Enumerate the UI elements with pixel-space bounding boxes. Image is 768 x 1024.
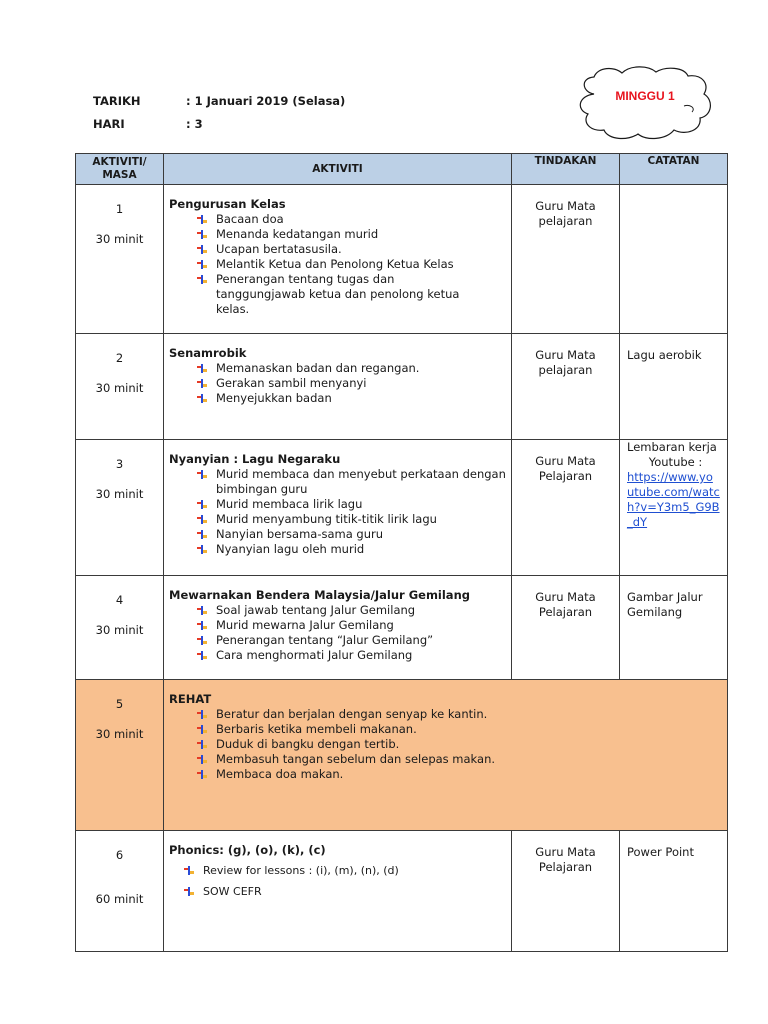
- table-header-row: [76, 154, 728, 185]
- action-text: Guru Mata: [535, 199, 596, 213]
- notes-youtube-label: Youtube :: [648, 455, 703, 469]
- list-item: Menanda kedatangan murid: [196, 227, 507, 242]
- list-item: Review for lessons : (i), (m), (n), (d): [183, 863, 507, 878]
- row-time: 30 minit: [95, 487, 144, 501]
- table-row-rest: [76, 680, 728, 831]
- day-value: : 3: [186, 117, 203, 131]
- row-number: 3: [115, 457, 124, 471]
- activity-title: Senamrobik: [169, 346, 247, 360]
- action-text: Guru Mata: [535, 590, 596, 604]
- table-row: [76, 440, 728, 576]
- action-text: pelajaran: [538, 214, 593, 228]
- list-item: Menyejukkan badan: [196, 391, 507, 406]
- row-number: 6: [115, 848, 124, 862]
- cloud-badge: [574, 64, 716, 144]
- header-activity-time: AKTIVITI/ MASA: [76, 154, 164, 185]
- notes-cell: Lagu aerobik: [620, 334, 728, 440]
- action-text: Guru Mata: [535, 348, 596, 362]
- list-item: Duduk di bangku dengan tertib.: [196, 737, 723, 752]
- row-number: 4: [115, 593, 124, 607]
- list-item: Membasuh tangan sebelum dan selepas makan.: [196, 752, 723, 767]
- list-item: Murid membaca lirik lagu: [196, 497, 507, 512]
- list-item: Murid menyambung titik-titik lirik lagu: [196, 512, 507, 527]
- week-badge: MINGGU 1: [615, 89, 675, 103]
- list-item: Soal jawab tentang Jalur Gemilang: [196, 603, 507, 618]
- day-label: HARI: [93, 117, 125, 131]
- list-item: Beratur dan berjalan dengan senyap ke kantin.: [196, 707, 723, 722]
- list-item: Murid mewarna Jalur Gemilang: [196, 618, 507, 633]
- list-item: Bacaan doa: [196, 212, 507, 227]
- list-item: Memanaskan badan dan regangan.: [196, 361, 507, 376]
- activity-title: REHAT: [169, 692, 212, 706]
- row-number: 2: [115, 351, 124, 365]
- action-text: Guru Mata: [535, 845, 596, 859]
- row-time: 60 minit: [95, 892, 144, 906]
- date-value: : 1 Januari 2019 (Selasa): [186, 94, 346, 108]
- list-item: Murid membaca dan menyebut perkataan dengan bimbingan guru: [196, 467, 507, 497]
- youtube-link[interactable]: https://www.youtube.com/watch?v=Y3m5_G9B_dY: [627, 470, 720, 529]
- action-text: Guru Mata: [535, 454, 596, 468]
- list-item: Cara menghormati Jalur Gemilang: [196, 648, 507, 663]
- list-item: Penerangan tentang tugas dan tanggungjawab ketua dan penolong ketua kelas.: [196, 272, 507, 317]
- row-time: 30 minit: [95, 381, 144, 395]
- table-row: [76, 576, 728, 680]
- row-time: 30 minit: [95, 232, 144, 246]
- row-time: 30 minit: [95, 623, 144, 637]
- action-text: pelajaran: [538, 363, 593, 377]
- list-item: Nyanyian lagu oleh murid: [196, 542, 507, 557]
- list-item: Nanyian bersama-sama guru: [196, 527, 507, 542]
- notes-cell: [620, 185, 728, 334]
- list-item: Gerakan sambil menyanyi: [196, 376, 507, 391]
- activity-title: Pengurusan Kelas: [169, 197, 286, 211]
- header-action: TINDAKAN: [512, 154, 620, 185]
- date-label: TARIKH: [93, 94, 141, 108]
- list-item: Membaca doa makan.: [196, 767, 723, 782]
- action-text: Pelajaran: [538, 860, 593, 874]
- activity-title: Phonics: (g), (o), (k), (c): [169, 843, 326, 857]
- list-item: SOW CEFR: [183, 884, 507, 899]
- table-row: [76, 334, 728, 440]
- row-number: 1: [115, 202, 124, 216]
- notes-cell: Power Point: [620, 831, 728, 952]
- list-item: Berbaris ketika membeli makanan.: [196, 722, 723, 737]
- notes-text: Lembaran kerja: [627, 440, 717, 454]
- row-number: 5: [115, 697, 124, 711]
- header-activity: AKTIVITI: [164, 154, 512, 185]
- notes-cell: Gambar Jalur Gemilang: [620, 576, 728, 680]
- header-notes: CATATAN: [620, 154, 728, 185]
- activity-title: Mewarnakan Bendera Malaysia/Jalur Gemilang: [169, 588, 470, 602]
- lesson-plan-table: [75, 153, 728, 952]
- action-text: Pelajaran: [538, 469, 593, 483]
- list-item: Penerangan tentang “Jalur Gemilang”: [196, 633, 507, 648]
- list-item: Melantik Ketua dan Penolong Ketua Kelas: [196, 257, 507, 272]
- row-time: 30 minit: [95, 727, 144, 741]
- table-row: [76, 185, 728, 334]
- table-row: [76, 831, 728, 952]
- activity-title: Nyanyian : Lagu Negaraku: [169, 452, 341, 466]
- list-item: Ucapan bertatasusila.: [196, 242, 507, 257]
- action-text: Pelajaran: [538, 605, 593, 619]
